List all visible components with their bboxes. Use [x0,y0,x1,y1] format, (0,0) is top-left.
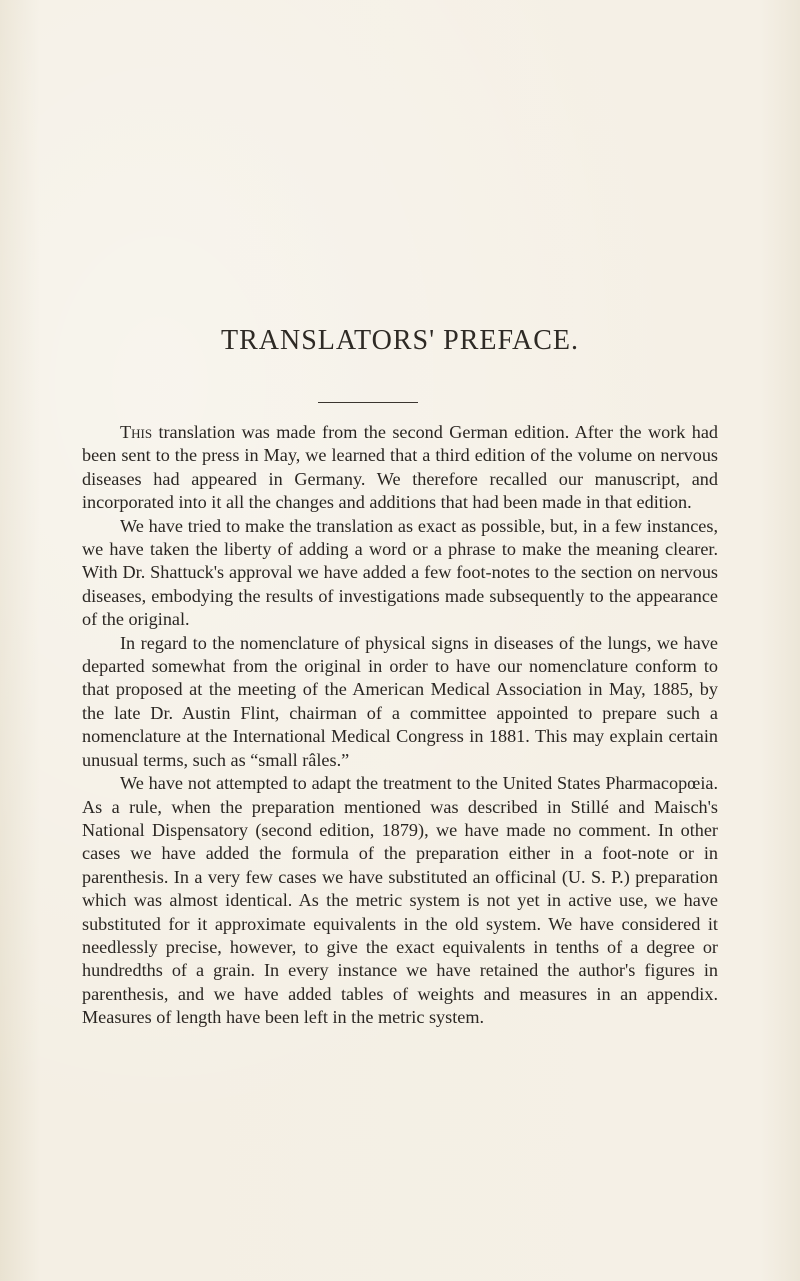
paragraph-4: We have not attempted to adapt the treatment to the United States Pharmacopœia. As a rule, when the preparation mentioned was described in Stillé and Maisch's National Dispensatory (second edition, 1879), we have made no comment. In other cases we have added the formula of the preparation either in a foot-note or in parenthesis. In a very few cases we have substituted an officinal (U. S. P.) preparation which was almost identical. As the metric system is not yet in active use, we have substituted for it approximate equivalents in the old system. We have considered it needlessly precise, however, to give the exact equivalents in tenths of a degree or hundredths of a grain. In every instance we have retained the author's figures in parenthesis, and we have added tables of weights and measures in an appendix. Measures of length have been left in the metric system. [82,773,718,1028]
preface-body [82,421,718,1030]
page-title: TRANSLATORS' PREFACE. [221,325,579,356]
paragraph-3: In regard to the nomenclature of physical signs in diseases of the lungs, we have departed somewhat from the original in order to have our nomenclature conform to that proposed at the meeting of the American Medical Association in May, 1885, by the late Dr. Austin Flint, chairman of a committee appointed to prepare such a nomenclature at the International Medical Congress in 1881. This may explain certain unusual terms, such as “small râles.” [82,632,718,770]
paragraph-1-text: translation was made from the second German edition. After the work had been sent to the press in May, we learned that a third edition of the volume on nervous diseases had appeared in Germany. We therefore recalled our manuscript, and incorporated into it all the changes and additions that had been made in that edition. [82,422,718,513]
first-word: This [120,422,153,442]
paragraph-2: We have tried to make the translation as exact as possible, but, in a few instances, we have taken the liberty of adding a word or a phrase to make the meaning clearer. With Dr. Shattuck's approval we have added a few foot-notes to the section on nervous diseases, embodying the results of investigations made subsequently to the appearance of the original. [82,515,718,630]
paragraph-1 [82,421,718,515]
title-divider [318,402,418,403]
